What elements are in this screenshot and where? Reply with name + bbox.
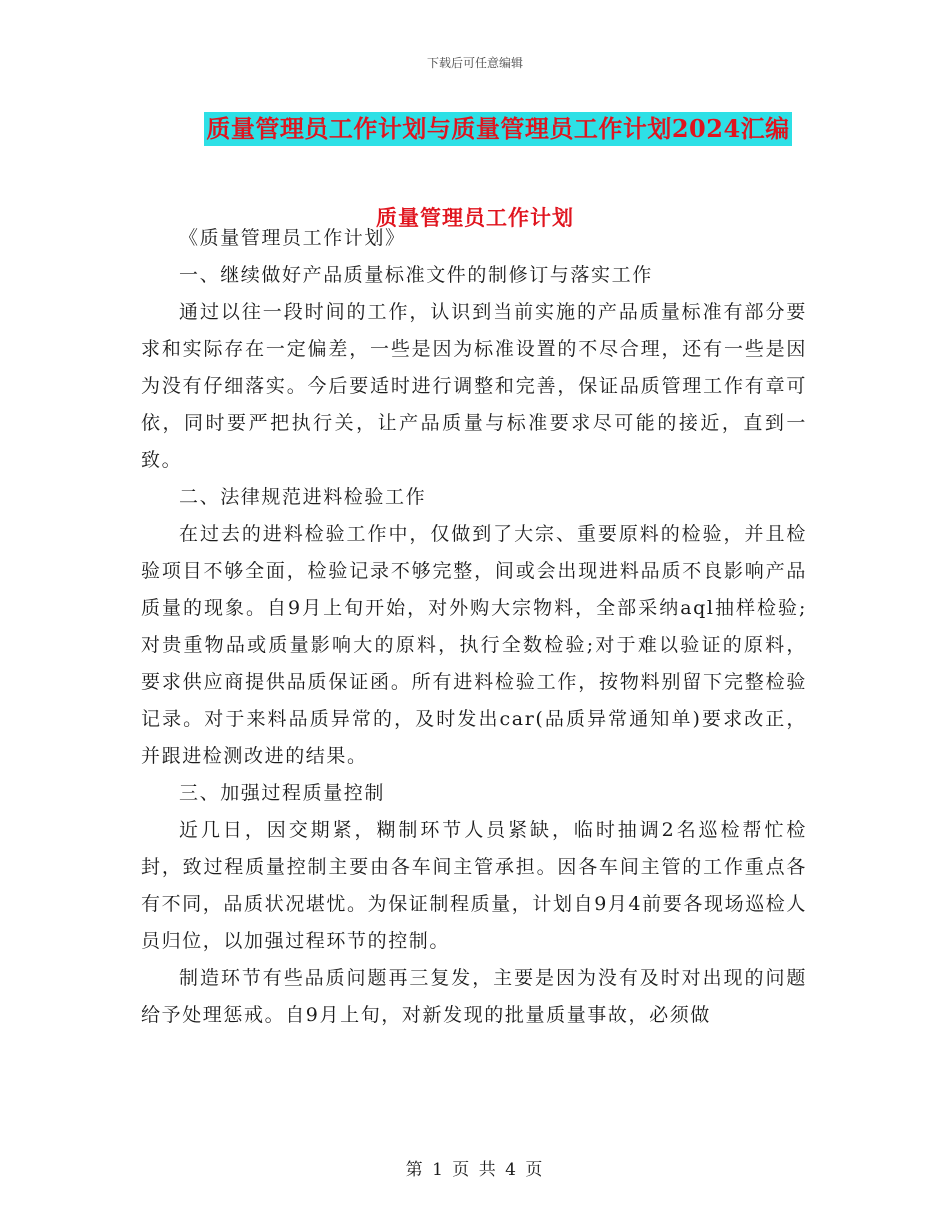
section-title: 质量管理员工作计划	[376, 205, 574, 230]
page-header-note: 下载后可任意编辑	[426, 56, 523, 70]
heading-1: 一、继续做好产品质量标准文件的制修订与落实工作	[179, 264, 653, 286]
paragraph-1: 通过以往一段时间的工作，认识到当前实施的产品质量标准有部分要求和实际存在一定偏差，一些是因为标准设置的不尽合理，还有一些是因为没有仔细落实。今后要适时进行调整和完善，保证品质管理工作有章可依，同时要严把执行关，让产品质量与标准要求尽可能的接近，直到一致。	[141, 301, 807, 471]
heading-2: 二、法律规范进料检验工作	[179, 486, 427, 508]
document-title: 质量管理员工作计划与质量管理员工作计划2024汇编	[204, 112, 791, 146]
heading-3: 三、加强过程质量控制	[179, 782, 386, 804]
page-number: 第 1 页 共 4 页	[405, 1160, 545, 1180]
paragraph-book-title: 《质量管理员工作计划》	[179, 227, 406, 249]
paragraph-4: 制造环节有些品质问题再三复发，主要是因为没有及时对出现的问题给予处理惩戒。自9月上旬，对新发现的批量质量事故，必须做	[141, 967, 807, 1026]
document-title-container	[0, 112, 950, 146]
paragraph-2: 在过去的进料检验工作中，仅做到了大宗、重要原料的检验，并且检验项目不够全面，检验记录不够完整，间或会出现进料品质不良影响产品质量的现象。自9月上旬开始，对外购大宗物料，全部采纳aql抽样检验;对贵重物品或质量影响大的原料，执行全数检验;对于难以验证的原料，要求供应商提供品质保证函。所有进料检验工作，按物料别留下完整检验记录。对于来料品质异常的，及时发出car(品质异常通知单)要求改正，并跟进检测改进的结果。	[141, 523, 807, 767]
paragraph-3: 近几日，因交期紧，糊制环节人员紧缺，临时抽调2名巡检帮忙检封，致过程质量控制主要由各车间主管承担。因各车间主管的工作重点各有不同，品质状况堪忧。为保证制程质量，计划自9月4前要各现场巡检人员归位，以加强过程环节的控制。	[141, 819, 807, 952]
document-body	[141, 220, 807, 1034]
